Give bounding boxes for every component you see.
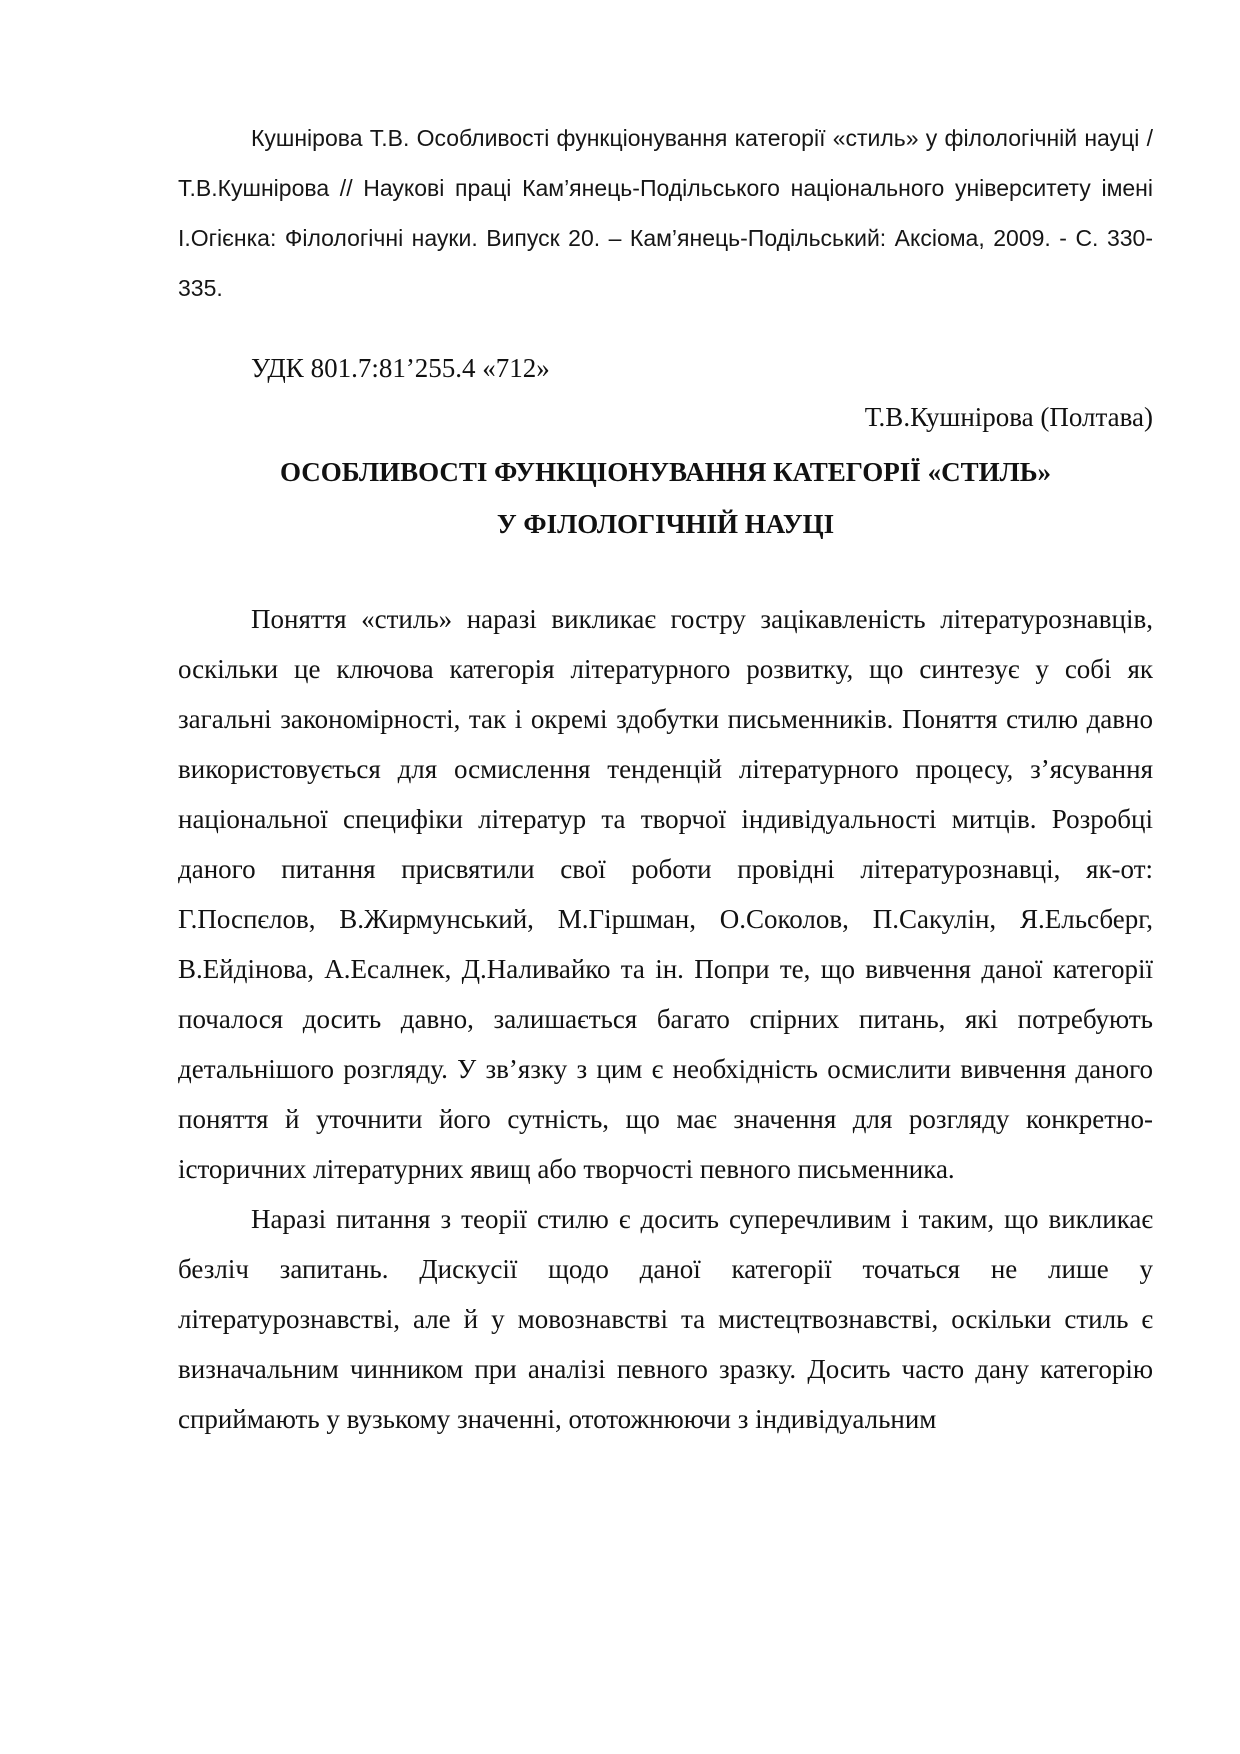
- bibliographic-citation: Кушнірова Т.В. Особливості функціонування категорії «стиль» у філологічній науці / Т.В.Кушнірова // Наукові праці Кам’янець-Подільського національного університету імені І.Огієнка: Філологічні науки. Випуск 20. – Кам’янець-Подільський: Аксіома, 2009. - С. 330-335.: [178, 125, 1153, 301]
- title-line-2: У ФІЛОЛОГІЧНІЙ НАУЦІ: [496, 509, 835, 539]
- article-title: [178, 446, 1153, 550]
- author-line: Т.В.Кушнірова (Полтава): [864, 402, 1153, 432]
- udk-code: УДК 801.7:81’255.4 «712»: [251, 353, 550, 383]
- paragraph-1: Поняття «стиль» наразі викликає гостру зацікавленість літературознавців, оскільки це ключова категорія літературного розвитку, що синтезує у собі як загальні закономірності, так і окремі здобутки письменників. Поняття стилю давно використовується для осмислення тенденцій літературного процесу, з’ясування національної специфіки літератур та творчої індивідуальності митців. Розробці даного питання присвятили свої роботи провідні літературознавці, як-от: Г.Поспєлов, В.Жирмунський, М.Гіршман, О.Соколов, П.Сакулін, Я.Ельсберг, В.Ейдінова, А.Есалнек, Д.Наливайко та ін. Попри те, що вивчення даної категорії почалося досить давно, залишається багато спірних питань, які потребують детальнішого розгляду. У зв’язку з цим є необхідність осмислити вивчення даного поняття й уточнити його сутність, що має значення для розгляду конкретно-історичних літературних явищ або творчості певного письменника.: [178, 604, 1153, 1184]
- article-body: [178, 594, 1153, 1444]
- paragraph-2: Наразі питання з теорії стилю є досить суперечливим і таким, що викликає безліч запитань. Дискусії щодо даної категорії точаться не лише у літературознавстві, але й у мовознавстві та мистецтвознавстві, оскільки стиль є визначальним чинником при аналізі певного зразку. Досить часто дану категорію сприймають у вузькому значенні, ототожнюючи з індивідуальним: [178, 1204, 1153, 1434]
- title-line-1: ОСОБЛИВОСТІ ФУНКЦІОНУВАННЯ КАТЕГОРІЇ «СТИЛЬ»: [279, 457, 1052, 487]
